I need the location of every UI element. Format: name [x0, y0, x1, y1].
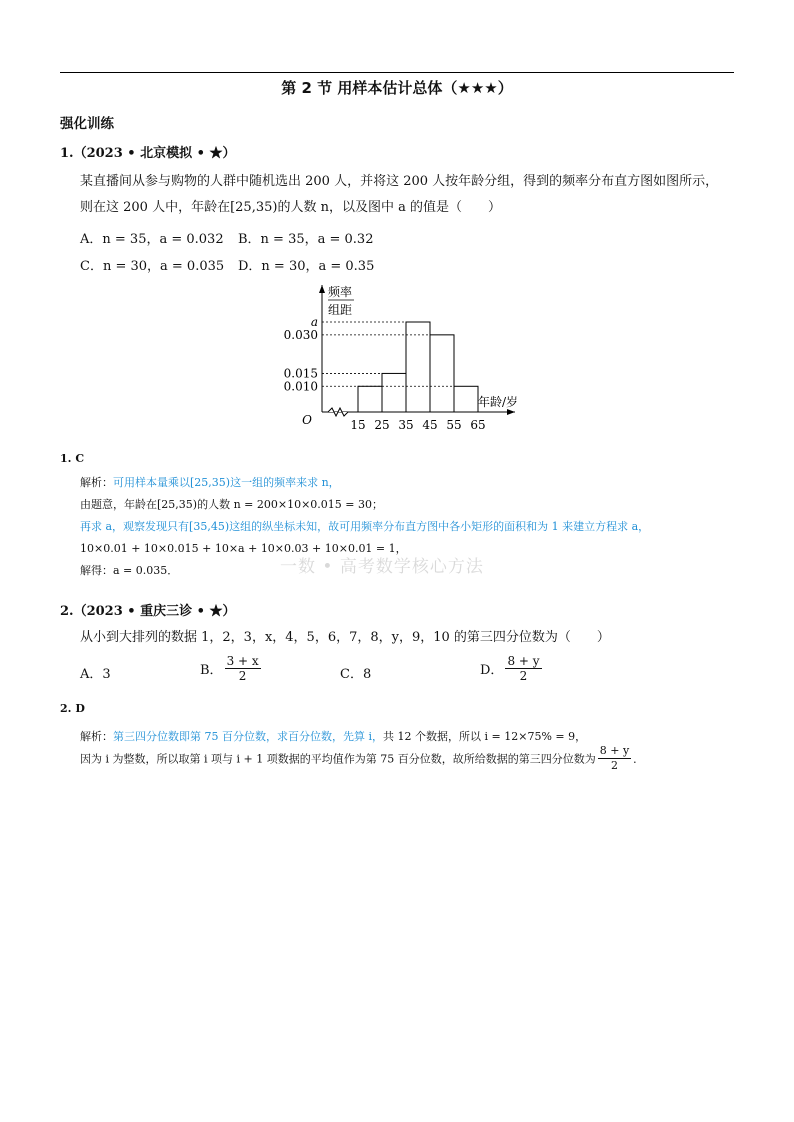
y-tick-label: 0.015	[283, 366, 318, 381]
q2-label: 2.（2023 • 重庆三诊 • ★）	[60, 604, 236, 619]
histogram-bar	[454, 386, 478, 412]
a1-line3: 再求 a，观察发现只有[35,45)这组的纵坐标未知，故可用频率分布直方图中各小矩形的面积和为 1 来建立方程求 a，	[80, 520, 650, 533]
x-tick-label: 45	[422, 418, 438, 432]
y-axis-arrow	[319, 285, 325, 293]
axis-break	[328, 408, 348, 416]
q2-option-d-denominator: 2	[519, 669, 528, 683]
a2-line2-fraction	[598, 744, 631, 773]
q2-option-b-numerator: 3 + x	[226, 654, 259, 668]
x-tick-label: 25	[374, 418, 390, 432]
histogram-bar	[430, 335, 454, 412]
q2-option-b-fraction	[225, 654, 261, 683]
a2-line2-numerator: 8 + y	[599, 744, 630, 757]
q2-option-d-numerator: 8 + y	[507, 654, 540, 668]
a1-line2: 由题意，年龄在[25,35)的人数 n = 200×10×0.015 = 30；	[80, 498, 383, 511]
q1-stem-line1: 某直播间从参与购物的人群中随机选出 200 人，并将这 200 人按年龄分组，得到的频率分布直方图如图所示，	[80, 174, 719, 189]
q2-option-d-fraction	[505, 654, 541, 683]
a1-answer: 1. C	[60, 452, 85, 465]
a2-line1	[80, 728, 586, 744]
x-tick-label: 55	[446, 418, 462, 432]
q1-stem-line2: 则在这 200 人中，年龄在[25,35)的人数 n，以及图中 a 的值是（ ）	[80, 200, 501, 215]
q2-option-d-prefix: D．	[480, 663, 504, 678]
a2-line1-blue: 第三四分位数即第 75 百分位数，求百分位数，先算 i，	[113, 730, 384, 743]
x-tick-label: 35	[398, 418, 414, 432]
a2-line2-end: ．	[633, 752, 645, 766]
q2-option-a: A．3	[80, 667, 111, 682]
section-heading: 强化训练	[60, 116, 114, 132]
a2-line1-label: 解析：	[80, 730, 113, 743]
q1-option-d: D．n = 30，a = 0.35	[238, 259, 375, 274]
q2-option-b-prefix: B．	[200, 663, 223, 678]
y-tick-label: 0.030	[283, 327, 318, 342]
q2-option-d	[480, 654, 544, 683]
a2-line1-black: 共 12 个数据，所以 i = 12×75% = 9，	[383, 730, 587, 743]
a2-line2-denominator: 2	[610, 759, 618, 772]
y-tick-label: 0.010	[283, 379, 318, 394]
x-tick-label: 65	[470, 418, 486, 432]
q1-label: 1.（2023 • 北京模拟 • ★）	[60, 146, 236, 161]
histogram-bar	[358, 386, 382, 412]
q2-option-c: C．8	[340, 667, 372, 682]
x-axis-arrow	[507, 409, 515, 415]
a1-line1-text: 可用样本量乘以[25,35)这一组的频率来求 n，	[113, 476, 340, 489]
a1-line5: 解得：a = 0.035．	[80, 564, 179, 577]
origin-label: O	[302, 413, 312, 427]
q2-stem: 从小到大排列的数据 1，2，3，x，4，5，6，7，8，y，9，10 的第三四分位数为（ ）	[80, 630, 610, 645]
y-tick-label: a	[310, 315, 318, 329]
x-axis-label: 年龄/岁	[478, 395, 519, 409]
a2-line2	[80, 744, 644, 773]
a2-answer: 2. D	[60, 702, 85, 715]
q1-option-a: A．n = 35，a = 0.032	[80, 232, 224, 247]
q1-option-c: C．n = 30，a = 0.035	[80, 259, 225, 274]
a2-line2-text: 因为 i 为整数，所以取第 i 项与 i + 1 项数据的平均值作为第 75 百分位数，故所给数据的第三四分位数为	[80, 752, 596, 766]
y-axis-label-top: 频率	[328, 285, 353, 299]
a1-line4: 10×0.01 + 10×0.015 + 10×a + 10×0.03 + 10×0.01 = 1，	[80, 542, 407, 555]
page-title: 第 2 节 用样本估计总体（★★★）	[281, 79, 513, 97]
q1-option-b: B．n = 35，a = 0.32	[238, 232, 374, 247]
q2-option-b	[200, 654, 263, 683]
q2-option-b-denominator: 2	[238, 669, 247, 683]
x-tick-label: 15	[350, 418, 366, 432]
watermark: 一数 • 高考数学核心方法	[280, 557, 484, 577]
histogram-bar	[406, 322, 430, 412]
y-axis-label-bottom: 组距	[328, 303, 353, 317]
a1-line1	[80, 474, 340, 490]
histogram-bar	[382, 373, 406, 412]
a1-line1-label: 解析：	[80, 476, 113, 489]
